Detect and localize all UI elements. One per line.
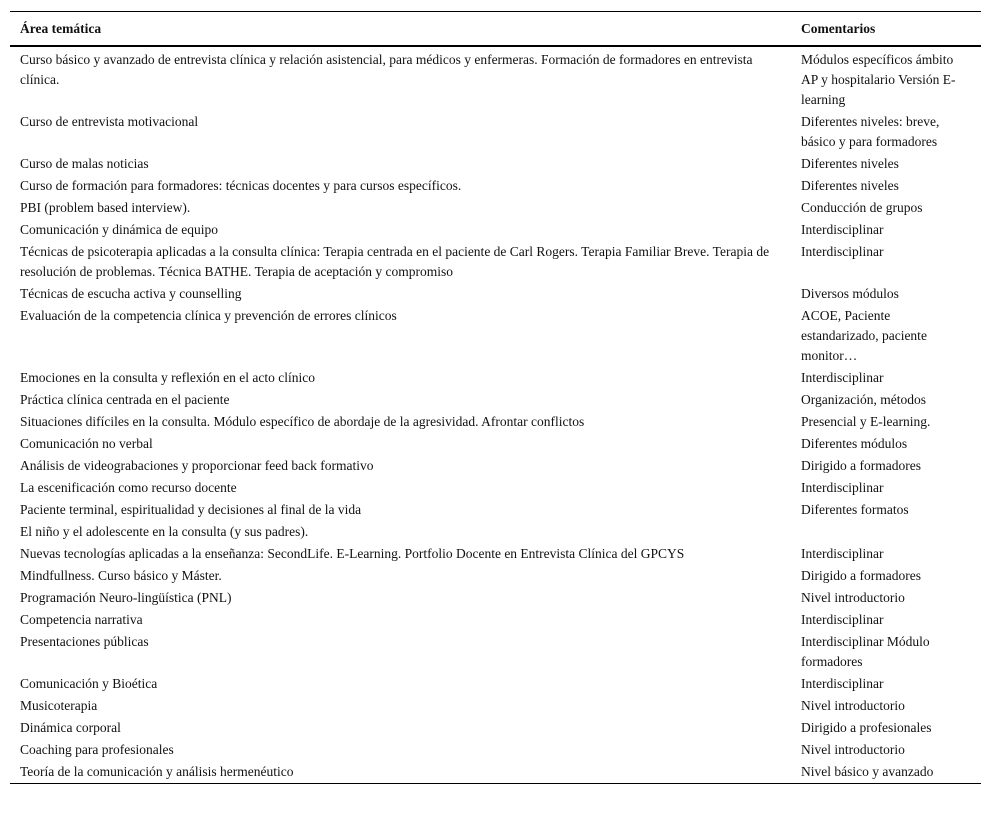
table-row: [10, 499, 981, 521]
comment-cell: Interdisciplinar Módulo formadores: [801, 634, 930, 669]
comment-cell: Dirigido a profesionales: [801, 720, 932, 735]
table-row: [10, 411, 981, 433]
comment-cell: Interdisciplinar: [801, 222, 884, 237]
comment-cell: Dirigido a formadores: [801, 568, 921, 583]
comment-cell: Nivel introductorio: [801, 742, 905, 757]
area-cell: Emociones en la consulta y reflexión en el acto clínico: [20, 370, 316, 385]
table-row: [10, 673, 981, 695]
table-row: [10, 197, 981, 219]
table-row: [10, 521, 981, 543]
area-cell: Programación Neuro-lingüística (PNL): [20, 590, 232, 605]
area-cell: Situaciones difíciles en la consulta. Módulo específico de abordaje de la agresividad. Afrontar conflictos: [20, 414, 585, 429]
area-cell: Musicoterapia: [20, 698, 98, 713]
area-cell: Técnicas de psicoterapia aplicadas a la consulta clínica: Terapia centrada en el paciente de Carl Rogers. Terapia Familiar Breve. Terapia de resolución de problemas. Técnica BATHE. Terapia de aceptación y compromiso: [20, 244, 770, 279]
comment-cell: Interdisciplinar: [801, 546, 884, 561]
header-comments: Comentarios: [801, 21, 876, 36]
comment-cell: Diversos módulos: [801, 286, 899, 301]
table-row: [10, 477, 981, 499]
table-row: [10, 175, 981, 197]
table-row: [10, 543, 981, 565]
comment-cell: Nivel básico y avanzado: [801, 764, 934, 779]
table-row: [10, 433, 981, 455]
table-row: [10, 283, 981, 305]
area-cell: Paciente terminal, espiritualidad y decisiones al final de la vida: [20, 502, 362, 517]
table-row: [10, 111, 981, 153]
table-row: [10, 241, 981, 283]
comment-cell: Interdisciplinar: [801, 612, 884, 627]
table-row: [10, 631, 981, 673]
comment-cell: Interdisciplinar: [801, 244, 884, 259]
comment-cell: Diferentes formatos: [801, 502, 909, 517]
table-row: [10, 609, 981, 631]
table-row: [10, 739, 981, 761]
table-row: [10, 153, 981, 175]
table-row: [10, 565, 981, 587]
area-cell: Comunicación no verbal: [20, 436, 153, 451]
area-cell: PBI (problem based interview).: [20, 200, 191, 215]
area-cell: El niño y el adolescente en la consulta (y sus padres).: [20, 524, 309, 539]
comment-cell: Interdisciplinar: [801, 480, 884, 495]
comment-cell: ACOE, Paciente estandarizado, paciente monitor…: [801, 308, 927, 363]
area-cell: Evaluación de la competencia clínica y prevención de errores clínicos: [20, 308, 397, 323]
area-cell: Dinámica corporal: [20, 720, 121, 735]
area-cell: Curso de entrevista motivacional: [20, 114, 199, 129]
table-row: [10, 389, 981, 411]
comment-cell: Interdisciplinar: [801, 370, 884, 385]
comment-cell: Nivel introductorio: [801, 590, 905, 605]
area-cell: Práctica clínica centrada en el paciente: [20, 392, 230, 407]
comment-cell: Presencial y E-learning.: [801, 414, 931, 429]
table-row: [10, 305, 981, 367]
area-cell: Competencia narrativa: [20, 612, 143, 627]
comment-cell: Diferentes niveles: [801, 156, 899, 171]
table-row: [10, 219, 981, 241]
area-cell: La escenificación como recurso docente: [20, 480, 237, 495]
comment-cell: [791, 521, 981, 543]
area-cell: Coaching para profesionales: [20, 742, 174, 757]
comment-cell: Dirigido a formadores: [801, 458, 921, 473]
area-cell: Comunicación y dinámica de equipo: [20, 222, 218, 237]
comment-cell: Interdisciplinar: [801, 676, 884, 691]
table-row: [10, 695, 981, 717]
area-cell: Mindfullness. Curso básico y Máster.: [20, 568, 222, 583]
table-row: [10, 717, 981, 739]
area-cell: Presentaciones públicas: [20, 634, 149, 649]
area-cell: Curso básico y avanzado de entrevista clínica y relación asistencial, para médicos y enfermeras. Formación de formadores en entrevista clínica.: [20, 52, 753, 87]
table-row: [10, 46, 981, 111]
area-cell: Comunicación y Bioética: [20, 676, 158, 691]
table-row: [10, 587, 981, 609]
comment-cell: Conducción de grupos: [801, 200, 923, 215]
header-area: Área temática: [20, 21, 102, 36]
area-cell: Técnicas de escucha activa y counselling: [20, 286, 242, 301]
area-cell: Nuevas tecnologías aplicadas a la enseñanza: SecondLife. E-Learning. Portfolio Docente en Entrevista Clínica del GPCYS: [20, 546, 685, 561]
area-cell: Análisis de videograbaciones y proporcionar feed back formativo: [20, 458, 374, 473]
comment-cell: Diferentes módulos: [801, 436, 908, 451]
comment-cell: Organización, métodos: [801, 392, 926, 407]
table-row: [10, 367, 981, 389]
area-cell: Curso de formación para formadores: técnicas docentes y para cursos específicos.: [20, 178, 462, 193]
table-row: [10, 761, 981, 784]
header-row: [10, 12, 981, 47]
area-cell: Curso de malas noticias: [20, 156, 149, 171]
comment-cell: Diferentes niveles: [801, 178, 899, 193]
training-areas-table: [10, 11, 981, 784]
table-row: [10, 455, 981, 477]
comment-cell: Diferentes niveles: breve, básico y para formadores: [801, 114, 940, 149]
area-cell: Teoría de la comunicación y análisis hermenéutico: [20, 764, 294, 779]
comment-cell: Nivel introductorio: [801, 698, 905, 713]
comment-cell: Módulos específicos ámbito AP y hospitalario Versión E-learning: [801, 52, 956, 107]
